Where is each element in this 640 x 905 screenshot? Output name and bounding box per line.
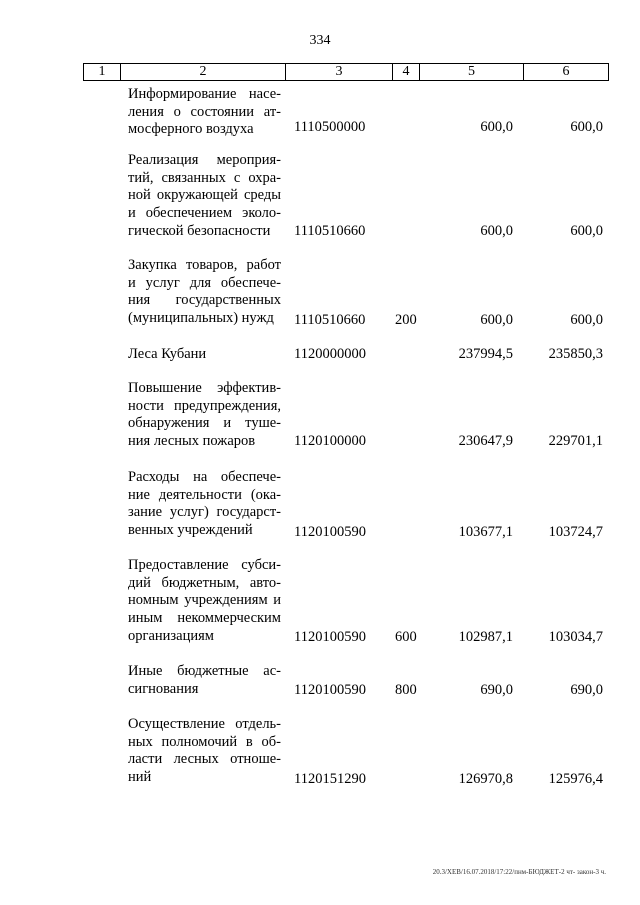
- row-name: Предоставление субси-дий бюджетным, авто-номным учреждениям и иным некоммерческим организациям: [128, 557, 281, 644]
- row-name: Расходы на обеспече-ние деятельности (ока-зание услуг) государст-венных учреждений: [128, 469, 281, 539]
- header-col-1: 1: [84, 64, 121, 80]
- row-sum-1: 102987,1: [458, 629, 513, 645]
- row-sum-2: 235850,3: [548, 346, 603, 362]
- row-sum-2: 600,0: [570, 312, 603, 328]
- header-col-2: 2: [121, 64, 286, 80]
- row-name: Осуществление отдель-ных полномочий в об-ласти лесных отноше-ний: [128, 716, 281, 786]
- row-code: 1110510660: [294, 312, 366, 328]
- row-code: 1120100590: [294, 629, 366, 645]
- row-sum-1: 126970,8: [458, 771, 513, 787]
- row-code: 1120100590: [294, 682, 366, 698]
- header-col-4: 4: [393, 64, 420, 80]
- header-col-5: 5: [420, 64, 524, 80]
- footer-stamp: 20.3/ХЕВ/16.07.2018/17:22/пнм-БЮДЖЕТ-2 чт- закон-3 ч.: [432, 868, 606, 876]
- row-code: 1110500000: [294, 119, 366, 135]
- row-code: 1120151290: [294, 771, 366, 787]
- row-sum-1: 600,0: [480, 223, 513, 239]
- row-sum-1: 600,0: [480, 312, 513, 328]
- row-name: Иные бюджетные ас-сигнования: [128, 663, 281, 697]
- row-sum-2: 125976,4: [548, 771, 603, 787]
- row-name: Информирование насе-ления о состоянии ат-мосферного воздуха: [128, 86, 281, 138]
- row-code: 1120000000: [294, 346, 366, 362]
- row-vr: 800: [395, 682, 417, 698]
- row-vr: 600: [395, 629, 417, 645]
- header-col-6: 6: [562, 64, 570, 79]
- page-number: 334: [309, 33, 331, 48]
- row-name: Повышение эффектив-ности предупреждения, обнаружения и туше-ния лесных пожаров: [128, 380, 281, 450]
- row-sum-2: 690,0: [570, 682, 603, 698]
- row-sum-2: 229701,1: [548, 433, 603, 449]
- table-header: [83, 63, 609, 81]
- row-sum-1: 690,0: [480, 682, 513, 698]
- row-sum-1: 230647,9: [458, 433, 513, 449]
- row-code: 1120100590: [294, 524, 366, 540]
- row-sum-2: 600,0: [570, 119, 603, 135]
- row-name: Реализация мероприя-тий, связанных с охра-ной окружающей среды и обеспечением эколо-гической безопасности: [128, 152, 281, 239]
- row-code: 1110510660: [294, 223, 366, 239]
- row-sum-2: 103034,7: [548, 629, 603, 645]
- header-col-3: 3: [286, 64, 393, 80]
- row-sum-1: 103677,1: [458, 524, 513, 540]
- row-code: 1120100000: [294, 433, 366, 449]
- row-name: Леса Кубани: [128, 346, 207, 362]
- row-sum-2: 103724,7: [548, 524, 603, 540]
- row-sum-2: 600,0: [570, 223, 603, 239]
- row-vr: 200: [395, 312, 417, 328]
- row-name: Закупка товаров, работ и услуг для обеспече-ния государственных (муниципальных) нужд: [128, 257, 281, 327]
- row-sum-1: 237994,5: [458, 346, 513, 362]
- row-sum-1: 600,0: [480, 119, 513, 135]
